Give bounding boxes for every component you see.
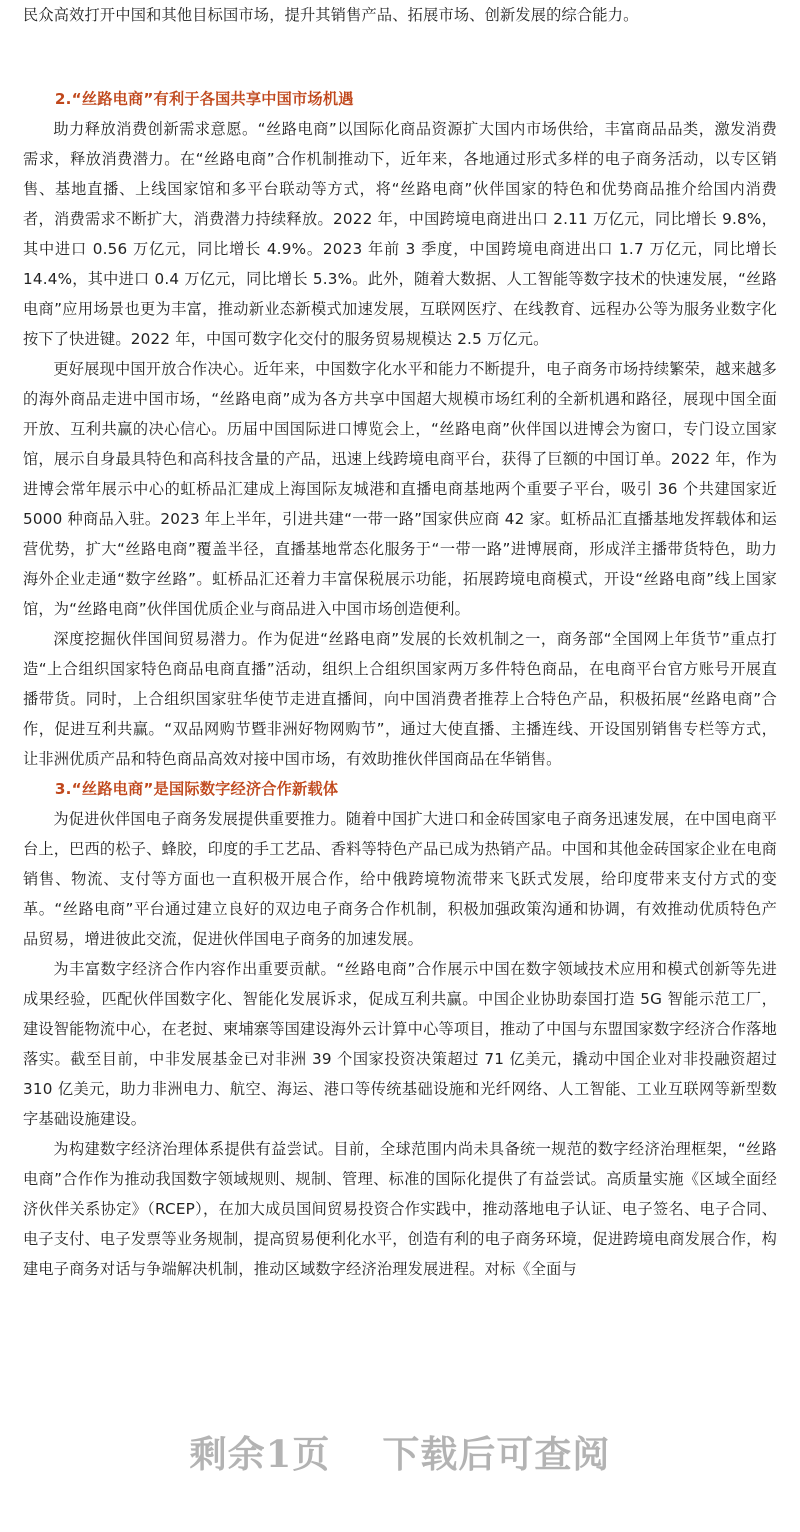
remaining-pages-label: 剩余1页	[189, 1432, 331, 1476]
paragraph: 深度挖掘伙伴国间贸易潜力。作为促进“丝路电商”发展的长效机制之一，商务部“全国网上年货节”重点打造“上合组织国家特色商品电商直播”活动，组织上合组织国家两万多件特色商品，在电商平台官方账号开展直播带货。同时，上合组织国家驻华使节走进直播间，向中国消费者推荐上合特色产品，积极拓展“丝路电商”合作，促进互利共赢。“双品网购节暨非洲好物网购节”，通过大使直播、主播连线、开设国别销售专栏等方式，让非洲优质产品和特色商品高效对接中国市场，有效助推伙伴国商品在华销售。	[23, 630, 777, 768]
paragraph: 为促进伙伴国电子商务发展提供重要推力。随着中国扩大进口和金砖国家电子商务迅速发展，在中国电商平台上，巴西的松子、蜂胶，印度的手工艺品、香料等特色产品已成为热销产品。中国和其他金砖国家企业在电商销售、物流、支付等方面也一直积极开展合作，给中俄跨境物流带来飞跃式发展，给印度带来支付方式的变革。“丝路电商”平台通过建立良好的双边电子商务合作机制，积极加强政策沟通和协调，有效推动优质特色产品贸易，增进彼此交流，促进伙伴国电子商务的加速发展。	[23, 810, 777, 948]
paragraph-intro-tail: 民众高效打开中国和其他目标国市场，提升其销售产品、拓展市场、创新发展的综合能力。	[23, 6, 639, 24]
section-spacer	[23, 30, 777, 84]
paragraph: 更好展现中国开放合作决心。近年来，中国数字化水平和能力不断提升，电子商务市场持续繁荣，越来越多的海外商品走进中国市场，“丝路电商”成为各方共享中国超大规模市场红利的全新机遇和路径，展现中国全面开放、互利共赢的决心信心。历届中国国际进口博览会上，“丝路电商”伙伴国以进博会为窗口，专门设立国家馆，展示自身最具特色和高科技含量的产品，迅速上线跨境电商平台，获得了巨额的中国订单。2022 年，作为进博会常年展示中心的虹桥品汇建成上海国际友城港和直播电商基地两个重要子平台，吸引 36 个共建国家近 5000 种商品入驻。2023 年上半年，引进共建“一带一路”国家供应商 42 家。虹桥品汇直播基地发挥载体和运营优势，扩大“丝路电商”覆盖半径，直播基地常态化服务于“一带一路”进博展商，形成洋主播带货特色，助力海外企业走通“数字丝路”。虹桥品汇还着力丰富保税展示功能，拓展跨境电商模式，开设“丝路电商”线上国家馆，为“丝路电商”伙伴国优质企业与商品进入中国市场创造便利。	[23, 360, 777, 618]
paragraph: 助力释放消费创新需求意愿。“丝路电商”以国际化商品资源扩大国内市场供给，丰富商品品类，激发消费需求，释放消费潜力。在“丝路电商”合作机制推动下，近年来，各地通过形式多样的电子商务活动，以专区销售、基地直播、上线国家馆和多平台联动等方式，将“丝路电商”伙伴国家的特色和优势商品推介给国内消费者，消费需求不断扩大，消费潜力持续释放。2022 年，中国跨境电商进出口 2.11 万亿元，同比增长 9.8%，其中进口 0.56 万亿元，同比增长 4.9%。2023 年前 3 季度，中国跨境电商进出口 1.7 万亿元，同比增长 14.4%，其中进口 0.4 万亿元，同比增长 5.3%。此外，随着大数据、人工智能等数字技术的快速发展，“丝路电商”应用场景也更为丰富，推动新业态新模式加速发展，互联网医疗、在线教育、远程办公等为服务业数字化按下了快进键。2022 年，中国可数字化交付的服务贸易规模达 2.5 万亿元。	[23, 120, 777, 348]
download-to-view-label[interactable]: 下载后可查阅	[382, 1432, 611, 1476]
paragraph: 为丰富数字经济合作内容作出重要贡献。“丝路电商”合作展示中国在数字领域技术应用和模式创新等先进成果经验，匹配伙伴国数字化、智能化发展诉求，促成互利共赢。中国企业协助泰国打造 5G 智能示范工厂，建设智能物流中心，在老挝、柬埔寨等国建设海外云计算中心等项目，推动了中国与东盟国家数字经济合作落地落实。截至目前，中非发展基金已对非洲 39 个国家投资决策超过 71 亿美元，撬动中国企业对非投融资超过 310 亿美元，助力非洲电力、航空、海运、港口等传统基础设施和光纤网络、人工智能、工业互联网等新型数字基础设施建设。	[23, 960, 777, 1128]
paragraph: 为构建数字经济治理体系提供有益尝试。目前，全球范围内尚未具备统一规范的数字经济治理框架，“丝路电商”合作作为推动我国数字领域规则、规制、管理、标准的国际化提供了有益尝试。高质量实施《区域全面经济伙伴关系协定》（RCEP），在加大成员国间贸易投资合作实践中，推动落地电子认证、电子签名、电子合同、电子支付、电子发票等业务规制，提高贸易便利化水平，创造有利的电子商务环境，促进跨境电商发展合作，构建电子商务对话与争端解决机制，推动区域数字经济治理发展进程。对标《全面与	[23, 1140, 777, 1278]
download-prompt[interactable]	[0, 1424, 800, 1478]
section-heading-3: 3.“丝路电商”是国际数字经济合作新载体	[54, 780, 339, 798]
section-heading-2: 2.“丝路电商”有利于各国共享中国市场机遇	[54, 90, 354, 108]
document-body	[23, 0, 777, 1284]
